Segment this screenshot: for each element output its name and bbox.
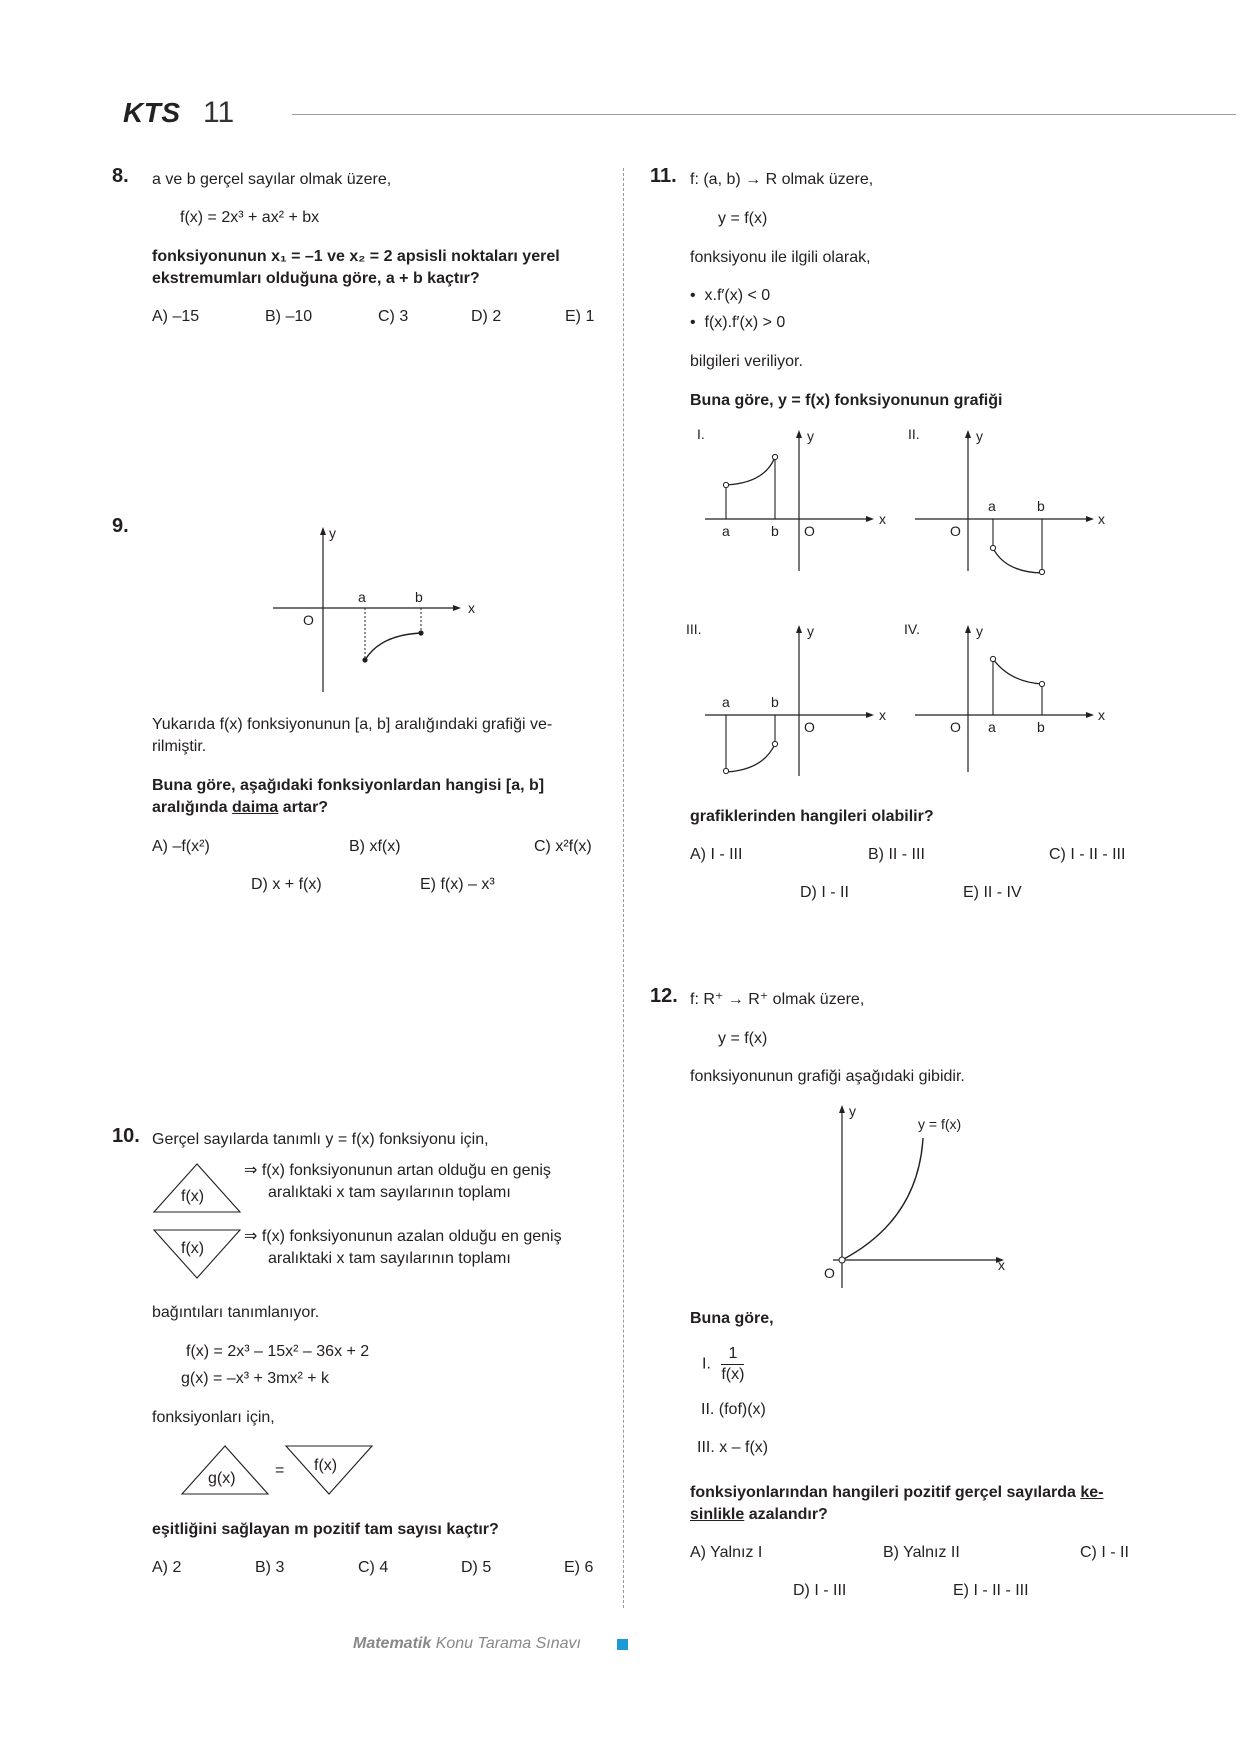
option-d[interactable]: D) I - II: [800, 884, 849, 901]
q12-buna-gore: Buna göre,: [690, 1310, 774, 1327]
q11-formula: y = f(x): [718, 210, 768, 227]
x-axis-label: x: [468, 600, 475, 616]
q10-intro: Gerçel sayılarda tanımlı y = f(x) fonksiyonu için,: [152, 1131, 489, 1148]
q11-given: bilgileri veriliyor.: [690, 353, 803, 370]
q10-for-funcs: fonksiyonları için,: [152, 1409, 275, 1426]
option-a[interactable]: A) 2: [152, 1559, 182, 1576]
option-d[interactable]: D) 2: [471, 308, 502, 325]
option-c[interactable]: C) x²f(x): [534, 838, 592, 855]
q12-formula: y = f(x): [718, 1030, 768, 1047]
q8-question-line2: ekstremumları olduğuna göre, a + b kaçtır?: [152, 270, 480, 287]
option-a[interactable]: A) –f(x²): [152, 838, 210, 855]
y-axis-label: y: [807, 428, 814, 444]
q12-item-3: III. x – f(x): [697, 1439, 769, 1456]
x-axis-label: x: [998, 1257, 1005, 1273]
b-label: b: [771, 523, 779, 539]
tri-up-desc2: aralıktaki x tam sayılarının toplamı: [268, 1184, 511, 1201]
curve-label: y = f(x): [918, 1116, 962, 1132]
origin-label: O: [950, 523, 961, 539]
q12-question-line1: fonksiyonlarından hangileri pozitif gerçel sayılarda ke-: [690, 1484, 1104, 1501]
option-c[interactable]: C) 3: [378, 308, 409, 325]
tri-down-desc1: ⇒ f(x) fonksiyonunun azalan olduğu en geniş: [244, 1228, 562, 1245]
q12-question-line2: sinlikle azalandır?: [690, 1506, 828, 1523]
q12-item-2: II. (fof)(x): [701, 1401, 766, 1418]
a-label: a: [358, 589, 366, 605]
option-c[interactable]: C) I - II: [1080, 1544, 1129, 1561]
q9-graph: [265, 520, 485, 695]
b-label: b: [1037, 719, 1045, 735]
q11-graph-II: [905, 425, 1110, 575]
q11-bullet-1: • x.f′(x) < 0: [690, 287, 771, 304]
q11-question-line2: grafiklerinden hangileri olabilir?: [690, 808, 934, 825]
q9-text-line2: rilmiştir.: [152, 738, 207, 755]
option-d[interactable]: D) 5: [461, 1559, 492, 1576]
q10-question: eşitliğini sağlayan m pozitif tam sayısı kaçtır?: [152, 1521, 499, 1538]
column-divider: [623, 168, 624, 1608]
q11-graph-I: [690, 425, 895, 575]
a-label: a: [722, 523, 730, 539]
option-b[interactable]: B) 3: [255, 1559, 285, 1576]
b-label: b: [1037, 498, 1045, 514]
x-axis-label: x: [879, 707, 886, 723]
graph-label-II: II.: [908, 426, 920, 442]
y-axis-label: y: [329, 525, 336, 541]
tri-down-desc2: aralıktaki x tam sayılarının toplamı: [268, 1250, 511, 1267]
option-e[interactable]: E) 6: [564, 1559, 594, 1576]
x-axis-label: x: [879, 511, 886, 527]
q11-graph-III: [683, 620, 895, 780]
x-axis-label: x: [1098, 707, 1105, 723]
y-axis-label: y: [807, 623, 814, 639]
fraction-numerator: 1: [721, 1344, 744, 1365]
graph-label-I: I.: [697, 426, 705, 442]
option-a[interactable]: A) I - III: [690, 846, 743, 863]
option-b[interactable]: B) II - III: [868, 846, 925, 863]
q12-item-1: I. $\frac{1}{f(x)}$: [702, 1345, 745, 1383]
eq-sign: =: [275, 1462, 285, 1479]
q10-f-def: f(x) = 2x³ – 15x² – 36x + 2: [186, 1343, 370, 1360]
q8-formula: f(x) = 2x³ + ax² + bx: [180, 209, 320, 226]
option-a[interactable]: A) –15: [152, 308, 200, 325]
option-b[interactable]: B) Yalnız II: [883, 1544, 960, 1561]
option-d[interactable]: D) I - III: [793, 1582, 847, 1599]
q12-graph: [808, 1100, 1028, 1290]
question-number: 11.: [650, 165, 677, 187]
a-label: a: [722, 694, 730, 710]
option-e[interactable]: E) f(x) – x³: [420, 876, 495, 893]
origin-label: O: [824, 1265, 835, 1281]
option-e[interactable]: E) I - II - III: [953, 1582, 1029, 1599]
brand-logo: KTS: [123, 97, 181, 128]
question-number: 10.: [112, 1125, 140, 1147]
b-label: b: [415, 589, 423, 605]
origin-label: O: [804, 719, 815, 735]
eq-right-label: f(x): [314, 1457, 338, 1474]
graph-label-IV: IV.: [904, 621, 920, 637]
tri-up-desc1: ⇒ f(x) fonksiyonunun artan olduğu en geniş: [244, 1162, 551, 1179]
q11-intro: f: (a, b) → R olmak üzere,: [690, 171, 874, 188]
a-label: a: [988, 498, 996, 514]
origin-label: O: [950, 719, 961, 735]
q11-question-line1: Buna göre, y = f(x) fonksiyonunun grafiği: [690, 392, 1003, 409]
q12-graph-desc: fonksiyonunun grafiği aşağıdaki gibidir.: [690, 1068, 965, 1085]
question-number: 8.: [112, 165, 129, 187]
option-c[interactable]: C) 4: [358, 1559, 389, 1576]
eq-left-label: g(x): [208, 1470, 236, 1487]
footer-title: Matematik Konu Tarama Sınavı: [353, 1635, 581, 1652]
option-b[interactable]: B) xf(x): [349, 838, 401, 855]
graph-label-III: III.: [686, 621, 702, 637]
question-number: 9.: [112, 515, 129, 537]
origin-label: O: [303, 612, 314, 628]
tri-up-label: f(x): [181, 1188, 205, 1205]
q10-g-def: g(x) = –x³ + 3mx² + k: [181, 1370, 330, 1387]
option-e[interactable]: E) 1: [565, 308, 595, 325]
q11-graph-IV: [900, 620, 1110, 780]
option-d[interactable]: D) x + f(x): [251, 876, 322, 893]
q11-bullet-2: • f(x).f′(x) > 0: [690, 314, 786, 331]
emphasis-daima: daima: [232, 799, 279, 816]
a-label: a: [988, 719, 996, 735]
footer-square-icon: [617, 1639, 628, 1650]
page-number: 11: [203, 96, 235, 129]
y-axis-label: y: [976, 623, 983, 639]
tri-down-label: f(x): [181, 1240, 205, 1257]
origin-label: O: [804, 523, 815, 539]
q12-intro: f: R⁺ → R⁺ olmak üzere,: [690, 991, 865, 1008]
q8-question-line1: fonksiyonunun x₁ = –1 ve x₂ = 2 apsisli noktaları yerel: [152, 248, 560, 265]
q8-intro: a ve b gerçel sayılar olmak üzere,: [152, 171, 392, 188]
emphasis-kesinlikle: ke-: [1080, 1484, 1104, 1501]
question-number: 12.: [650, 985, 678, 1007]
y-axis-label: y: [849, 1103, 856, 1119]
y-axis-label: y: [976, 428, 983, 444]
header-rule: [292, 114, 1236, 115]
q11-about: fonksiyonu ile ilgili olarak,: [690, 249, 871, 266]
q10-relations: bağıntıları tanımlanıyor.: [152, 1304, 320, 1321]
option-e[interactable]: E) II - IV: [963, 884, 1022, 901]
fraction-denominator: f(x): [721, 1366, 745, 1383]
option-a[interactable]: A) Yalnız I: [690, 1544, 763, 1561]
q9-question-line2: aralığında daima artar?: [152, 799, 329, 816]
b-label: b: [771, 694, 779, 710]
x-axis-label: x: [1098, 511, 1105, 527]
q9-text-line1: Yukarıda f(x) fonksiyonunun [a, b] aralığındaki grafiği ve-: [152, 716, 553, 733]
q9-question-line1: Buna göre, aşağıdaki fonksiyonlardan hangisi [a, b]: [152, 777, 545, 794]
option-c[interactable]: C) I - II - III: [1049, 846, 1126, 863]
emphasis-kesinlikle: sinlikle: [690, 1506, 745, 1523]
option-b[interactable]: B) –10: [265, 308, 313, 325]
